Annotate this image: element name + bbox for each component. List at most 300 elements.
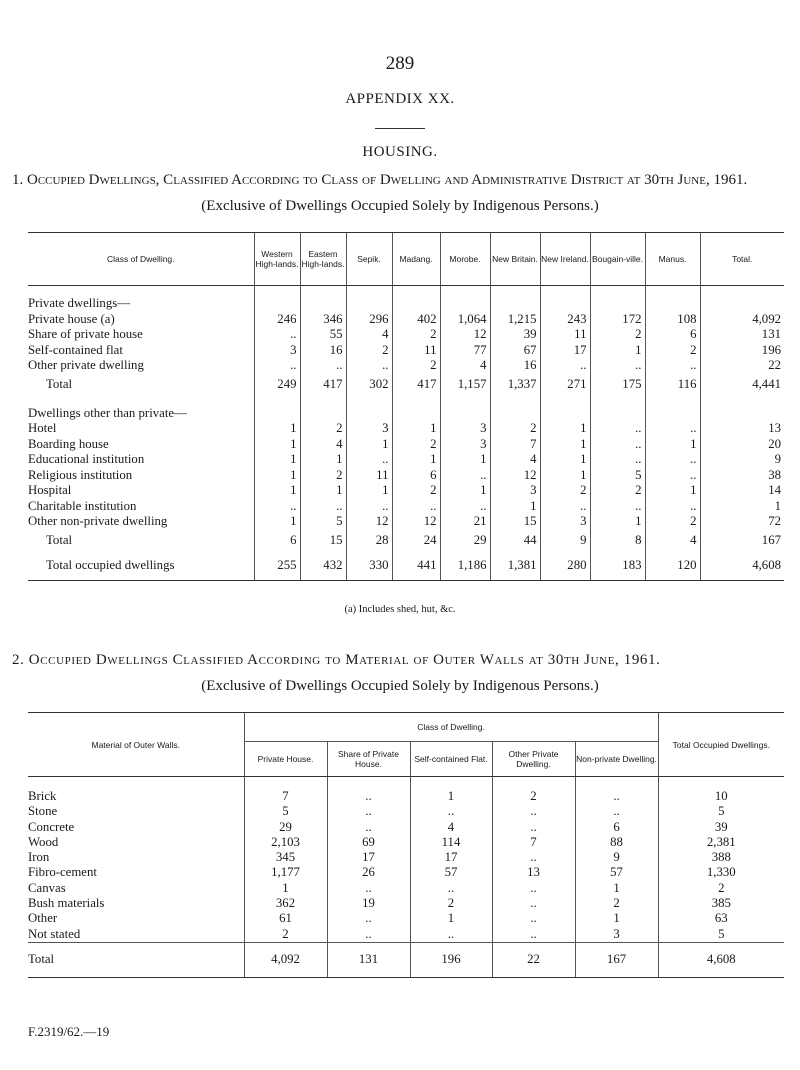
value-cell: 1 xyxy=(440,483,490,499)
row-label: Total xyxy=(46,532,73,547)
row-label: Not stated xyxy=(28,926,81,941)
value-cell: .. xyxy=(392,499,440,515)
value-cell: 88 xyxy=(575,835,658,850)
value-cell: 345 xyxy=(244,850,327,865)
value-cell: .. xyxy=(645,421,700,437)
value-cell: 6 xyxy=(575,820,658,835)
value-cell: 55 xyxy=(300,327,346,343)
value-cell: 1 xyxy=(392,421,440,437)
row-label: Other private dwelling xyxy=(28,358,144,372)
value-cell: 7 xyxy=(492,835,575,850)
value-cell: .. xyxy=(327,820,410,835)
value-cell: 1 xyxy=(575,881,658,896)
value-cell: 1 xyxy=(540,421,590,437)
value-cell: 19 xyxy=(327,896,410,911)
value-cell: 1 xyxy=(645,483,700,499)
value-cell: 12 xyxy=(490,468,540,484)
spacer-cell xyxy=(490,286,540,297)
table-row xyxy=(28,911,784,926)
column-header: New Ireland. xyxy=(540,233,590,286)
value-cell: 1 xyxy=(645,437,700,453)
table2-header-row xyxy=(28,713,784,742)
column-header: Share of Private House. xyxy=(327,742,410,777)
value-cell: 44 xyxy=(490,530,540,552)
value-cell: 296 xyxy=(346,312,392,328)
value-cell: 5 xyxy=(244,804,327,819)
spacer-cell xyxy=(658,777,784,790)
column-header: Other Private Dwelling. xyxy=(492,742,575,777)
column-header: Self-contained Flat. xyxy=(410,742,492,777)
value-cell: 1,186 xyxy=(440,552,490,581)
row-label: Bush materials xyxy=(28,896,105,911)
value-cell: .. xyxy=(327,804,410,819)
value-cell: 1 xyxy=(300,452,346,468)
column-header: New Britain. xyxy=(490,233,540,286)
row-label: Boarding house xyxy=(28,436,109,451)
value-cell: 6 xyxy=(392,468,440,484)
table-row xyxy=(28,343,784,359)
value-cell: 15 xyxy=(490,514,540,530)
spacer-cell xyxy=(700,396,784,406)
value-cell: 3 xyxy=(575,927,658,943)
row-label: Total occupied dwellings xyxy=(28,552,254,581)
value-cell: 22 xyxy=(492,942,575,977)
value-cell: .. xyxy=(346,452,392,468)
value-cell: 24 xyxy=(392,530,440,552)
value-cell: 172 xyxy=(590,312,645,328)
value-cell: 1 xyxy=(410,911,492,926)
value-cell: .. xyxy=(492,896,575,911)
value-cell: .. xyxy=(254,499,300,515)
value-cell: 2 xyxy=(300,421,346,437)
row-label: Wood xyxy=(28,834,59,849)
value-cell: 1 xyxy=(575,911,658,926)
table-row xyxy=(28,327,784,343)
value-cell: .. xyxy=(590,421,645,437)
value-cell: 1 xyxy=(254,468,300,484)
value-cell: 72 xyxy=(700,514,784,530)
value-cell: .. xyxy=(590,437,645,453)
value-cell: 280 xyxy=(540,552,590,581)
table-row xyxy=(28,483,784,499)
value-cell: 13 xyxy=(492,865,575,880)
value-cell: 4,608 xyxy=(700,552,784,581)
value-cell: 183 xyxy=(590,552,645,581)
spacer-cell xyxy=(346,286,392,297)
value-cell: 3 xyxy=(540,514,590,530)
spacer-row xyxy=(28,396,784,406)
row-label: Share of private house xyxy=(28,327,143,341)
row-label: Fibro-cement xyxy=(28,865,97,880)
value-cell: 116 xyxy=(645,374,700,396)
value-cell: 1 xyxy=(346,437,392,453)
value-cell: 77 xyxy=(440,343,490,359)
value-cell: 1 xyxy=(254,452,300,468)
value-cell: 3 xyxy=(440,421,490,437)
value-cell: 330 xyxy=(346,552,392,581)
table-row xyxy=(28,804,784,819)
value-cell: 243 xyxy=(540,312,590,328)
value-cell: 346 xyxy=(300,312,346,328)
value-cell: 3 xyxy=(490,483,540,499)
empty-cell xyxy=(346,406,392,422)
value-cell: 1 xyxy=(244,881,327,896)
value-cell: 167 xyxy=(575,942,658,977)
value-cell: 4,092 xyxy=(700,312,784,328)
empty-cell xyxy=(440,406,490,422)
divider xyxy=(375,128,425,129)
value-cell: 67 xyxy=(490,343,540,359)
row-label: Hotel xyxy=(28,421,57,435)
value-cell: 39 xyxy=(658,820,784,835)
value-cell: 2 xyxy=(244,927,327,943)
value-cell: 1,330 xyxy=(658,865,784,880)
column-header: Western High-lands. xyxy=(254,233,300,286)
value-cell: 63 xyxy=(658,911,784,926)
row-label: Stone xyxy=(28,804,58,819)
value-cell: 4 xyxy=(490,452,540,468)
value-cell: 1 xyxy=(540,452,590,468)
value-cell: 14 xyxy=(700,483,784,499)
value-cell: 9 xyxy=(700,452,784,468)
table1-header-row xyxy=(28,233,784,286)
value-cell: 131 xyxy=(327,942,410,977)
table-row xyxy=(28,437,784,453)
value-cell: .. xyxy=(540,499,590,515)
value-cell: 1,215 xyxy=(490,312,540,328)
section-heading: HOUSING. xyxy=(362,144,438,160)
group-heading: Dwellings other than private— xyxy=(28,405,187,420)
value-cell: 255 xyxy=(254,552,300,581)
table-row xyxy=(28,312,784,328)
value-cell: 4 xyxy=(300,437,346,453)
value-cell: 9 xyxy=(540,530,590,552)
value-cell: 4 xyxy=(346,327,392,343)
subtotal-row xyxy=(28,374,784,396)
spacer-cell xyxy=(645,396,700,406)
value-cell: 1 xyxy=(254,514,300,530)
value-cell: 1 xyxy=(540,437,590,453)
spacer-cell xyxy=(254,286,300,297)
row-label: Religious institution xyxy=(28,467,133,482)
spacer-cell xyxy=(28,777,244,790)
spacer-cell xyxy=(645,286,700,297)
value-cell: 22 xyxy=(700,358,784,374)
page-number: 289 xyxy=(385,53,415,74)
row-label: Brick xyxy=(28,789,57,803)
value-cell: .. xyxy=(645,499,700,515)
value-cell: 4,092 xyxy=(244,942,327,977)
value-cell: 2,381 xyxy=(658,835,784,850)
table2-subtitle: (Exclusive of Dwellings Occupied Solely by Indigenous Persons.) xyxy=(201,678,599,694)
grand-total-row xyxy=(28,552,784,581)
value-cell: 6 xyxy=(254,530,300,552)
spacer-cell xyxy=(254,396,300,406)
table1-footnote: (a) Includes shed, hut, &c. xyxy=(344,604,456,615)
column-header: Sepik. xyxy=(346,233,392,286)
empty-cell xyxy=(540,406,590,422)
empty-cell xyxy=(392,406,440,422)
value-cell: 1 xyxy=(300,483,346,499)
value-cell: 2 xyxy=(392,327,440,343)
column-group-header: Class of Dwelling. xyxy=(244,713,658,742)
value-cell: .. xyxy=(440,468,490,484)
value-cell: .. xyxy=(590,358,645,374)
spacer-cell xyxy=(28,396,254,406)
value-cell: 8 xyxy=(590,530,645,552)
column-header: Manus. xyxy=(645,233,700,286)
empty-cell xyxy=(254,296,300,312)
value-cell: 249 xyxy=(254,374,300,396)
value-cell: .. xyxy=(590,499,645,515)
value-cell: 2 xyxy=(590,327,645,343)
value-cell: .. xyxy=(254,327,300,343)
empty-cell xyxy=(540,296,590,312)
value-cell: 7 xyxy=(244,789,327,804)
value-cell: 5 xyxy=(300,514,346,530)
empty-cell xyxy=(300,406,346,422)
value-cell: 57 xyxy=(575,865,658,880)
value-cell: 12 xyxy=(346,514,392,530)
spacer-cell xyxy=(540,286,590,297)
value-cell: 1 xyxy=(700,499,784,515)
table2-title: 2. Occupied Dwellings Classified According to Material of Outer Walls at 30th June, 1961. xyxy=(12,652,661,668)
spacer-cell xyxy=(300,286,346,297)
value-cell: 17 xyxy=(540,343,590,359)
row-label: Canvas xyxy=(28,880,66,895)
value-cell: 26 xyxy=(327,865,410,880)
value-cell: 2,103 xyxy=(244,835,327,850)
row-label: Private house (a) xyxy=(28,311,115,326)
value-cell: 11 xyxy=(346,468,392,484)
printer-mark: F.2319/62.—19 xyxy=(28,1024,110,1039)
value-cell: .. xyxy=(254,358,300,374)
spacer-cell xyxy=(244,777,327,790)
spacer-cell xyxy=(410,777,492,790)
column-header: Madang. xyxy=(392,233,440,286)
empty-cell xyxy=(440,296,490,312)
value-cell: 196 xyxy=(410,942,492,977)
value-cell: 2 xyxy=(575,896,658,911)
value-cell: 417 xyxy=(300,374,346,396)
value-cell: 2 xyxy=(492,789,575,804)
value-cell: 120 xyxy=(645,552,700,581)
spacer-row xyxy=(28,777,784,790)
column-header: Material of Outer Walls. xyxy=(28,713,244,777)
spacer-cell xyxy=(700,286,784,297)
value-cell: 4 xyxy=(410,820,492,835)
row-label: Iron xyxy=(28,850,50,865)
dwellings-by-district-table xyxy=(28,232,784,581)
empty-cell xyxy=(645,406,700,422)
value-cell: .. xyxy=(492,850,575,865)
table-row xyxy=(28,865,784,880)
value-cell: 12 xyxy=(392,514,440,530)
empty-cell xyxy=(490,406,540,422)
row-label: Total xyxy=(28,942,244,977)
value-cell: 38 xyxy=(700,468,784,484)
spacer-cell xyxy=(392,396,440,406)
value-cell: 1 xyxy=(254,421,300,437)
column-header: Morobe. xyxy=(440,233,490,286)
empty-cell xyxy=(346,296,392,312)
column-header: Eastern High-lands. xyxy=(300,233,346,286)
row-label: Self-contained flat xyxy=(28,342,123,357)
value-cell: 20 xyxy=(700,437,784,453)
spacer-cell xyxy=(346,396,392,406)
value-cell: 29 xyxy=(244,820,327,835)
value-cell: 2 xyxy=(540,483,590,499)
table1-title: 1. Occupied Dwellings, Classified According to Class of Dwelling and Administrative District at 30th June, 1961. xyxy=(12,172,748,188)
value-cell: .. xyxy=(645,468,700,484)
value-cell: .. xyxy=(645,358,700,374)
value-cell: 17 xyxy=(327,850,410,865)
value-cell: .. xyxy=(440,499,490,515)
table-row xyxy=(28,896,784,911)
spacer-row xyxy=(28,286,784,297)
value-cell: 196 xyxy=(700,343,784,359)
value-cell: 29 xyxy=(440,530,490,552)
table-row xyxy=(28,789,784,804)
spacer-cell xyxy=(575,777,658,790)
value-cell: 362 xyxy=(244,896,327,911)
value-cell: 21 xyxy=(440,514,490,530)
table-row xyxy=(28,820,784,835)
row-label: Other non-private dwelling xyxy=(28,514,168,528)
empty-cell xyxy=(392,296,440,312)
value-cell: .. xyxy=(590,452,645,468)
spacer-cell xyxy=(440,286,490,297)
value-cell: 2 xyxy=(410,896,492,911)
empty-cell xyxy=(590,406,645,422)
spacer-cell xyxy=(440,396,490,406)
value-cell: 2 xyxy=(346,343,392,359)
value-cell: 4 xyxy=(645,530,700,552)
value-cell: 5 xyxy=(658,804,784,819)
column-header: Total. xyxy=(700,233,784,286)
value-cell: 2 xyxy=(300,468,346,484)
value-cell: .. xyxy=(327,881,410,896)
value-cell: .. xyxy=(492,820,575,835)
value-cell: 3 xyxy=(254,343,300,359)
row-label: Charitable institution xyxy=(28,498,137,513)
value-cell: .. xyxy=(410,927,492,943)
value-cell: .. xyxy=(645,452,700,468)
table1-subtitle: (Exclusive of Dwellings Occupied Solely by Indigenous Persons.) xyxy=(201,198,599,214)
row-label: Hospital xyxy=(28,483,72,497)
spacer-cell xyxy=(490,396,540,406)
column-header: Class of Dwelling. xyxy=(28,233,254,286)
value-cell: 69 xyxy=(327,835,410,850)
empty-cell xyxy=(700,406,784,422)
value-cell: 2 xyxy=(645,514,700,530)
value-cell: 2 xyxy=(392,483,440,499)
value-cell: 1 xyxy=(254,483,300,499)
table-row xyxy=(28,468,784,484)
value-cell: 1 xyxy=(440,452,490,468)
value-cell: .. xyxy=(492,911,575,926)
empty-cell xyxy=(590,296,645,312)
value-cell: 15 xyxy=(300,530,346,552)
spacer-cell xyxy=(392,286,440,297)
value-cell: .. xyxy=(410,804,492,819)
column-header: Total Occupied Dwellings. xyxy=(658,713,784,777)
value-cell: 246 xyxy=(254,312,300,328)
value-cell: 12 xyxy=(440,327,490,343)
value-cell: 39 xyxy=(490,327,540,343)
row-label: Concrete xyxy=(28,819,75,834)
table-row xyxy=(28,881,784,896)
value-cell: 17 xyxy=(410,850,492,865)
value-cell: 1 xyxy=(254,437,300,453)
value-cell: 10 xyxy=(658,789,784,804)
group-heading: Private dwellings— xyxy=(28,296,131,310)
value-cell: 114 xyxy=(410,835,492,850)
empty-cell xyxy=(490,296,540,312)
spacer-cell xyxy=(540,396,590,406)
table-row xyxy=(28,358,784,374)
value-cell: 2 xyxy=(392,358,440,374)
value-cell: 385 xyxy=(658,896,784,911)
row-label: Other xyxy=(28,911,58,926)
table-row xyxy=(28,421,784,437)
value-cell: 2 xyxy=(658,881,784,896)
value-cell: 2 xyxy=(392,437,440,453)
value-cell: 1 xyxy=(410,789,492,804)
value-cell: 417 xyxy=(392,374,440,396)
group-heading-row xyxy=(28,296,784,312)
value-cell: 302 xyxy=(346,374,392,396)
spacer-cell xyxy=(327,777,410,790)
value-cell: 4,441 xyxy=(700,374,784,396)
value-cell: .. xyxy=(575,804,658,819)
value-cell: 16 xyxy=(300,343,346,359)
subtotal-row xyxy=(28,530,784,552)
value-cell: 1,064 xyxy=(440,312,490,328)
value-cell: 1,381 xyxy=(490,552,540,581)
value-cell: .. xyxy=(575,789,658,804)
row-label: Educational institution xyxy=(28,452,145,466)
value-cell: 2 xyxy=(490,421,540,437)
value-cell: 4 xyxy=(440,358,490,374)
value-cell: 5 xyxy=(658,927,784,943)
value-cell: 167 xyxy=(700,530,784,552)
appendix-heading: APPENDIX XX. xyxy=(345,91,455,107)
value-cell: 1 xyxy=(392,452,440,468)
value-cell: 1 xyxy=(590,514,645,530)
value-cell: .. xyxy=(492,881,575,896)
value-cell: 57 xyxy=(410,865,492,880)
column-header: Bougain-ville. xyxy=(590,233,645,286)
spacer-cell xyxy=(28,286,254,297)
value-cell: 108 xyxy=(645,312,700,328)
value-cell: 2 xyxy=(590,483,645,499)
value-cell: .. xyxy=(327,911,410,926)
value-cell: 1,157 xyxy=(440,374,490,396)
table-row xyxy=(28,452,784,468)
value-cell: 1,337 xyxy=(490,374,540,396)
value-cell: 2 xyxy=(645,343,700,359)
value-cell: 16 xyxy=(490,358,540,374)
column-header: Private House. xyxy=(244,742,327,777)
empty-cell xyxy=(254,406,300,422)
row-label: Total xyxy=(46,376,73,391)
value-cell: .. xyxy=(327,789,410,804)
table-row xyxy=(28,514,784,530)
value-cell: .. xyxy=(346,499,392,515)
value-cell: 175 xyxy=(590,374,645,396)
table-row xyxy=(28,850,784,865)
